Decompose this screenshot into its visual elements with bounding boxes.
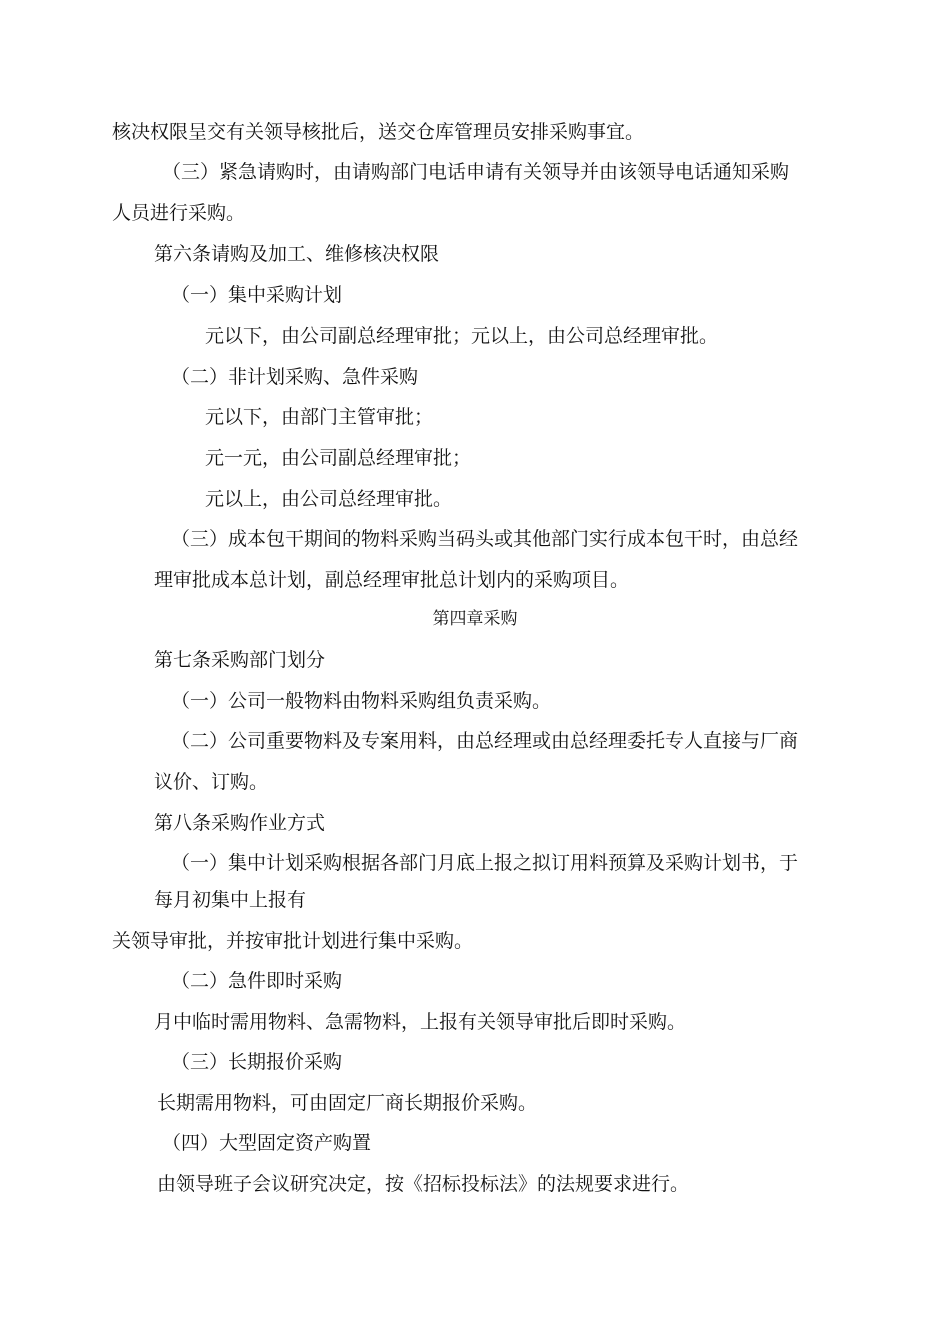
text-line: 人员进行采购。 <box>112 202 246 224</box>
text-line: （三）成本包干期间的物料采购当码头或其他部门实行成本包干时，由总经 <box>171 528 799 550</box>
text-line: 元一元，由公司副总经理审批； <box>205 447 472 469</box>
text-line: 元以下，由公司副总经理审批；元以上，由公司总经理审批。 <box>205 325 719 347</box>
subsection-heading: （三）长期报价采购 <box>171 1051 343 1073</box>
text-line: 由领导班子会议研究决定，按《招标投标法》的法规要求进行。 <box>157 1173 690 1195</box>
subsection-heading: （二）急件即时采购 <box>171 970 343 992</box>
subsection-heading: （四）大型固定资产购置 <box>162 1132 372 1154</box>
chapter-title: 第四章采购 <box>432 609 518 629</box>
section-heading: 第七条采购部门划分 <box>154 649 326 671</box>
text-line: 每月初集中上报有 <box>154 889 307 911</box>
text-line: 长期需用物料，可由固定厂商长期报价采购。 <box>157 1092 538 1114</box>
text-line: 核决权限呈交有关领导核批后，送交仓库管理员安排采购事宜。 <box>112 121 645 143</box>
text-line: （一）公司一般物料由物料采购组负责采购。 <box>171 690 552 712</box>
text-line: （二）公司重要物料及专案用料，由总经理或由总经理委托专人直接与厂商 <box>171 730 799 752</box>
text-line: 关领导审批，并按审批计划进行集中采购。 <box>112 930 474 952</box>
text-line: 元以上，由公司总经理审批。 <box>205 488 453 510</box>
subsection-heading: （一）集中采购计划 <box>171 284 343 306</box>
text-line: （三）紧急请购时，由请购部门电话申请有关领导并由该领导电话通知采购 <box>162 161 790 183</box>
subsection-heading: （二）非计划采购、急件采购 <box>171 366 419 388</box>
text-line: 理审批成本总计划，副总经理审批总计划内的采购项目。 <box>154 569 630 591</box>
text-line: 议价、订购。 <box>154 771 269 793</box>
section-heading: 第六条请购及加工、维修核决权限 <box>154 243 440 265</box>
text-line: 月中临时需用物料、急需物料，上报有关领导审批后即时采购。 <box>154 1011 687 1033</box>
text-line: （一）集中计划采购根据各部门月底上报之拟订用料预算及采购计划书，于 <box>171 852 799 874</box>
section-heading: 第八条采购作业方式 <box>154 812 326 834</box>
text-line: 元以下，由部门主管审批； <box>205 406 434 428</box>
